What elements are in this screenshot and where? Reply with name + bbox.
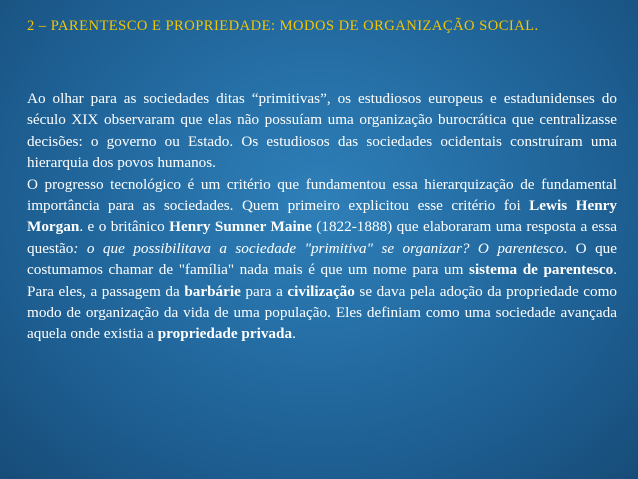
slide-body (27, 88, 617, 345)
slide-title: 2 – PARENTESCO E PROPRIEDADE: MODOS DE ORGANIZAÇÃO SOCIAL. (27, 18, 539, 34)
term-civilizacao: civilização (287, 282, 355, 300)
paragraph-intro: Ao olhar para as sociedades ditas “primitivas”, os estudiosos europeus e estadunidenses do século XIX observaram que elas não possuíam uma organização burocrática que centralizasse decisões: o governo ou Estado. Os estudiosos das sociedades ocidentais construíram uma hierarquia dos povos humanos. (27, 90, 617, 172)
name-henry-sumner-maine: Henry Sumner Maine (169, 218, 312, 236)
text-segment: . O que costumamos chamar de "família" nada mais é que um nome para um (27, 239, 617, 279)
text-segment: se dava pela adoção da propriedade como modo de organização da vida de uma população. Eles definiam como uma sociedade avançada aquela onde existia a (27, 282, 617, 343)
text-segment: O progresso tecnológico é um critério que fundamentou essa hierarquização de fundamental importância para as sociedades. Quem primeiro explicitou esse critério foi (27, 175, 617, 215)
text-segment: . Para eles, a passagem da (27, 261, 617, 300)
question-italic: : o que possibilitava a sociedade "primitiva" se organizar? O parentesco (73, 239, 564, 257)
text-segment: para a (240, 282, 288, 300)
paragraph-progress (27, 174, 617, 345)
name-lewis-henry-morgan: Lewis Henry Morgan (27, 197, 617, 236)
term-barbarie: barbárie (184, 282, 241, 300)
term-propriedade-privada: propriedade privada (157, 325, 293, 343)
term-sistema-de-parentesco: sistema de parentesco (469, 261, 614, 279)
text-segment: . (292, 325, 296, 343)
text-segment: . e o britânico (79, 218, 170, 236)
text-segment: (1822-1888) que elaboraram uma resposta a essa questão (27, 218, 617, 257)
